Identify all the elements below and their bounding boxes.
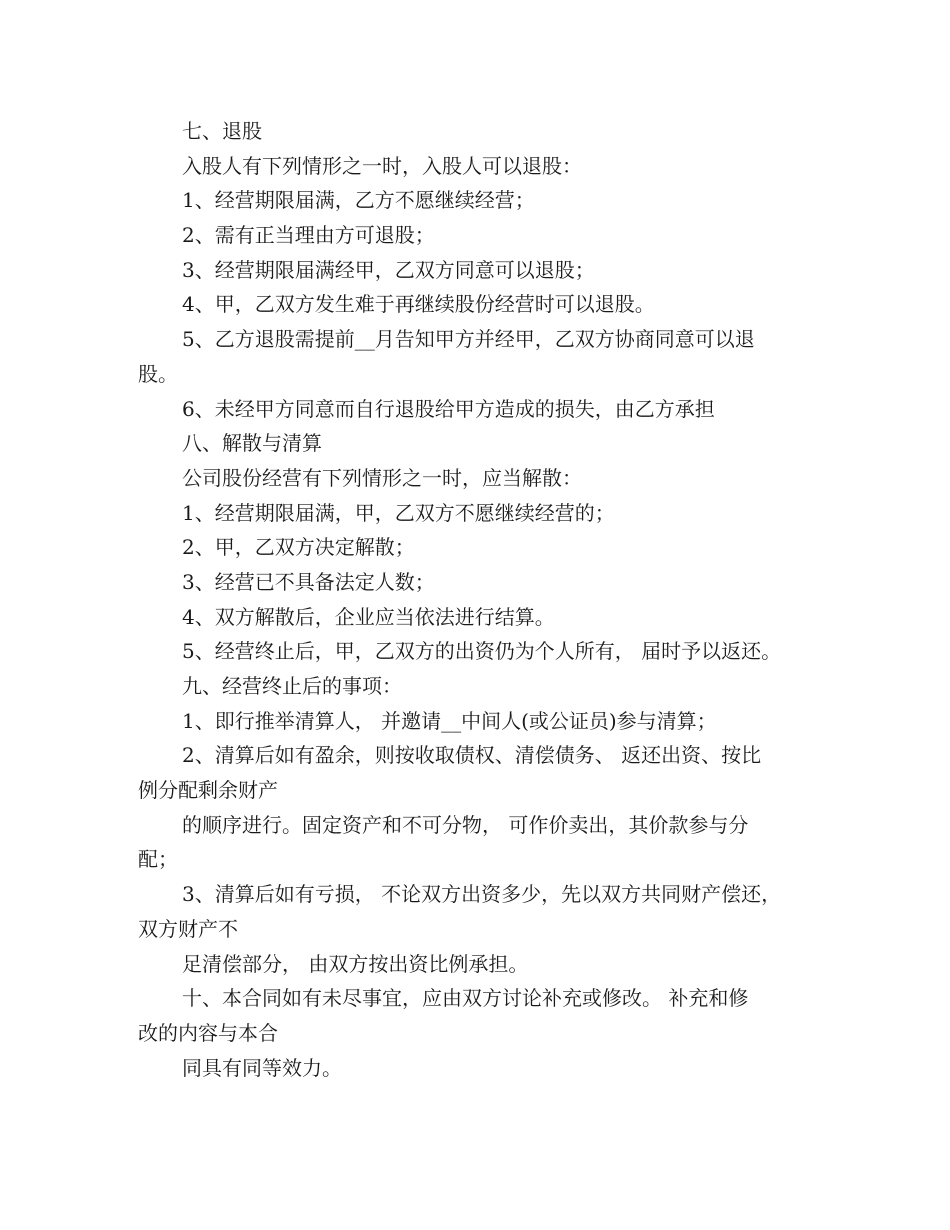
list-item: 2、需有正当理由方可退股；: [182, 223, 435, 248]
paragraph-continuation: 改的内容与本合: [138, 1020, 278, 1045]
section-heading-termination: 九、经营终止后的事项：: [182, 674, 402, 698]
list-item: 3、经营已不具备法定人数；: [182, 569, 435, 594]
list-item: 1、经营期限届满，甲，乙双方不愿继续经营的；: [182, 500, 615, 525]
list-item: 5、经营终止后，甲，乙双方的出资仍为个人所有， 届时予以返还。: [182, 639, 782, 664]
list-item: 4、甲，乙双方发生难于再继续股份经营时可以退股。: [182, 292, 655, 317]
list-item: 1、经营期限届满，乙方不愿继续经营；: [182, 188, 535, 213]
list-item-continuation: 足清偿部分， 由双方按出资比例承担。: [182, 951, 529, 976]
list-item: 2、清算后如有盈余，则按收取债权、清偿债务、 返还出资、按比: [182, 743, 762, 768]
list-item: 5、乙方退股需提前__月告知甲方并经甲，乙双方协商同意可以退: [182, 327, 755, 352]
section-heading-dissolution: 八、解散与清算: [182, 431, 322, 456]
paragraph-continuation: 同具有同等效力。: [182, 1055, 342, 1080]
section-heading-withdrawal: 七、退股: [182, 119, 262, 143]
list-item: 4、双方解散后，企业应当依法进行结算。: [182, 604, 555, 629]
list-item: 1、即行推举清算人， 并邀请__中间人(或公证员)参与清算；: [182, 708, 717, 733]
document-body: [138, 114, 838, 1085]
section-heading-supplement: 十、本合同如有未尽事宜，应由双方讨论补充或修改。 补充和修: [182, 986, 749, 1011]
list-item-continuation: 股。: [138, 361, 178, 386]
list-item: 2、甲，乙双方决定解散；: [182, 535, 415, 560]
list-item-continuation: 配；: [138, 847, 178, 872]
list-item: 6、未经甲方同意而自行退股给甲方造成的损失，由乙方承担: [182, 396, 715, 421]
list-item-continuation: 的顺序进行。固定资产和不可分物， 可作价卖出，其价款参与分: [182, 812, 749, 837]
paragraph-line: 入股人有下列情形之一时，入股人可以退股：: [182, 153, 582, 178]
list-item: 3、清算后如有亏损， 不论双方出资多少，先以双方共同财产偿还，: [182, 882, 782, 907]
paragraph-line: 公司股份经营有下列情形之一时，应当解散：: [182, 465, 582, 490]
list-item-continuation: 例分配剩余财产: [138, 778, 278, 803]
list-item: 3、经营期限届满经甲，乙双方同意可以退股；: [182, 257, 595, 282]
list-item-continuation: 双方财产不: [138, 916, 238, 941]
